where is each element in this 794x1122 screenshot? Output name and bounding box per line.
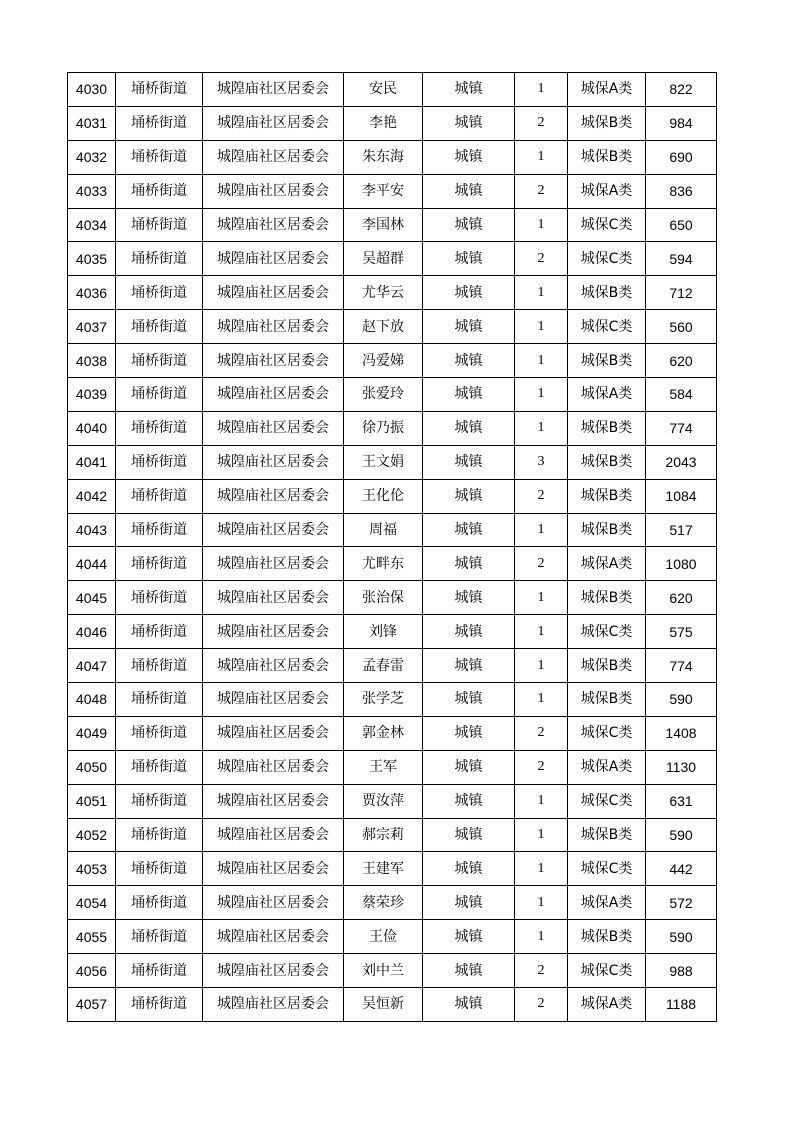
cell-category: 城保C类 bbox=[568, 954, 646, 988]
cell-name: 吴恒新 bbox=[344, 988, 423, 1022]
cell-area: 城镇 bbox=[423, 310, 515, 344]
cell-amount: 690 bbox=[646, 140, 717, 174]
cell-amount: 774 bbox=[646, 649, 717, 683]
cell-street: 埇桥街道 bbox=[116, 73, 203, 107]
cell-name: 尤畔东 bbox=[344, 547, 423, 581]
cell-area: 城镇 bbox=[423, 954, 515, 988]
cell-street: 埇桥街道 bbox=[116, 784, 203, 818]
cell-count: 1 bbox=[515, 852, 568, 886]
cell-id: 4040 bbox=[68, 411, 116, 445]
cell-category: 城保B类 bbox=[568, 344, 646, 378]
table-row bbox=[68, 886, 717, 920]
cell-street: 埇桥街道 bbox=[116, 242, 203, 276]
cell-area: 城镇 bbox=[423, 411, 515, 445]
cell-area: 城镇 bbox=[423, 886, 515, 920]
cell-id: 4049 bbox=[68, 716, 116, 750]
cell-area: 城镇 bbox=[423, 581, 515, 615]
cell-name: 冯爱娣 bbox=[344, 344, 423, 378]
cell-id: 4039 bbox=[68, 378, 116, 412]
cell-street: 埇桥街道 bbox=[116, 852, 203, 886]
cell-amount: 620 bbox=[646, 344, 717, 378]
cell-amount: 590 bbox=[646, 683, 717, 717]
cell-count: 1 bbox=[515, 784, 568, 818]
cell-area: 城镇 bbox=[423, 852, 515, 886]
cell-community: 城隍庙社区居委会 bbox=[203, 784, 344, 818]
cell-category: 城保C类 bbox=[568, 852, 646, 886]
cell-area: 城镇 bbox=[423, 106, 515, 140]
cell-community: 城隍庙社区居委会 bbox=[203, 920, 344, 954]
cell-street: 埇桥街道 bbox=[116, 310, 203, 344]
cell-id: 4036 bbox=[68, 276, 116, 310]
cell-category: 城保B类 bbox=[568, 276, 646, 310]
cell-area: 城镇 bbox=[423, 818, 515, 852]
cell-amount: 594 bbox=[646, 242, 717, 276]
table-row bbox=[68, 547, 717, 581]
cell-name: 尤华云 bbox=[344, 276, 423, 310]
cell-area: 城镇 bbox=[423, 615, 515, 649]
cell-category: 城保C类 bbox=[568, 615, 646, 649]
cell-area: 城镇 bbox=[423, 513, 515, 547]
cell-count: 1 bbox=[515, 310, 568, 344]
cell-community: 城隍庙社区居委会 bbox=[203, 852, 344, 886]
cell-community: 城隍庙社区居委会 bbox=[203, 344, 344, 378]
cell-category: 城保A类 bbox=[568, 988, 646, 1022]
cell-amount: 650 bbox=[646, 208, 717, 242]
cell-amount: 572 bbox=[646, 886, 717, 920]
cell-community: 城隍庙社区居委会 bbox=[203, 615, 344, 649]
cell-community: 城隍庙社区居委会 bbox=[203, 378, 344, 412]
cell-community: 城隍庙社区居委会 bbox=[203, 683, 344, 717]
cell-id: 4056 bbox=[68, 954, 116, 988]
cell-count: 1 bbox=[515, 276, 568, 310]
cell-category: 城保C类 bbox=[568, 208, 646, 242]
cell-name: 贾汝萍 bbox=[344, 784, 423, 818]
table-row bbox=[68, 479, 717, 513]
cell-count: 1 bbox=[515, 581, 568, 615]
cell-id: 4043 bbox=[68, 513, 116, 547]
table-row bbox=[68, 208, 717, 242]
table-row bbox=[68, 784, 717, 818]
cell-category: 城保B类 bbox=[568, 479, 646, 513]
cell-count: 1 bbox=[515, 818, 568, 852]
table-row bbox=[68, 615, 717, 649]
table-row bbox=[68, 310, 717, 344]
cell-street: 埇桥街道 bbox=[116, 445, 203, 479]
cell-amount: 2043 bbox=[646, 445, 717, 479]
table-row bbox=[68, 649, 717, 683]
cell-category: 城保A类 bbox=[568, 750, 646, 784]
cell-category: 城保B类 bbox=[568, 140, 646, 174]
cell-street: 埇桥街道 bbox=[116, 615, 203, 649]
cell-name: 王文娟 bbox=[344, 445, 423, 479]
cell-count: 2 bbox=[515, 242, 568, 276]
table-row bbox=[68, 750, 717, 784]
cell-street: 埇桥街道 bbox=[116, 411, 203, 445]
cell-category: 城保B类 bbox=[568, 106, 646, 140]
cell-id: 4057 bbox=[68, 988, 116, 1022]
cell-name: 王化伦 bbox=[344, 479, 423, 513]
cell-id: 4046 bbox=[68, 615, 116, 649]
cell-community: 城隍庙社区居委会 bbox=[203, 954, 344, 988]
cell-category: 城保A类 bbox=[568, 547, 646, 581]
cell-name: 周福 bbox=[344, 513, 423, 547]
cell-street: 埇桥街道 bbox=[116, 954, 203, 988]
cell-id: 4038 bbox=[68, 344, 116, 378]
cell-area: 城镇 bbox=[423, 208, 515, 242]
cell-id: 4041 bbox=[68, 445, 116, 479]
cell-count: 2 bbox=[515, 750, 568, 784]
cell-id: 4047 bbox=[68, 649, 116, 683]
cell-name: 刘锋 bbox=[344, 615, 423, 649]
cell-street: 埇桥街道 bbox=[116, 716, 203, 750]
cell-name: 郭金林 bbox=[344, 716, 423, 750]
table-row bbox=[68, 954, 717, 988]
table-row bbox=[68, 73, 717, 107]
cell-name: 赵下放 bbox=[344, 310, 423, 344]
cell-area: 城镇 bbox=[423, 344, 515, 378]
cell-community: 城隍庙社区居委会 bbox=[203, 73, 344, 107]
cell-amount: 774 bbox=[646, 411, 717, 445]
cell-street: 埇桥街道 bbox=[116, 886, 203, 920]
cell-area: 城镇 bbox=[423, 174, 515, 208]
cell-amount: 1130 bbox=[646, 750, 717, 784]
cell-amount: 620 bbox=[646, 581, 717, 615]
cell-area: 城镇 bbox=[423, 140, 515, 174]
cell-id: 4052 bbox=[68, 818, 116, 852]
cell-name: 孟春雷 bbox=[344, 649, 423, 683]
table-row bbox=[68, 344, 717, 378]
cell-count: 1 bbox=[515, 649, 568, 683]
cell-count: 2 bbox=[515, 547, 568, 581]
cell-community: 城隍庙社区居委会 bbox=[203, 716, 344, 750]
cell-community: 城隍庙社区居委会 bbox=[203, 140, 344, 174]
cell-street: 埇桥街道 bbox=[116, 988, 203, 1022]
cell-community: 城隍庙社区居委会 bbox=[203, 242, 344, 276]
cell-amount: 712 bbox=[646, 276, 717, 310]
cell-community: 城隍庙社区居委会 bbox=[203, 174, 344, 208]
cell-name: 张学芝 bbox=[344, 683, 423, 717]
cell-category: 城保A类 bbox=[568, 73, 646, 107]
cell-name: 郝宗莉 bbox=[344, 818, 423, 852]
roster-body bbox=[68, 73, 717, 1022]
table-row bbox=[68, 513, 717, 547]
cell-name: 王建军 bbox=[344, 852, 423, 886]
cell-id: 4034 bbox=[68, 208, 116, 242]
cell-count: 1 bbox=[515, 208, 568, 242]
cell-category: 城保C类 bbox=[568, 716, 646, 750]
cell-category: 城保B类 bbox=[568, 411, 646, 445]
table-row bbox=[68, 411, 717, 445]
cell-amount: 1408 bbox=[646, 716, 717, 750]
table-row bbox=[68, 445, 717, 479]
cell-id: 4035 bbox=[68, 242, 116, 276]
cell-count: 1 bbox=[515, 683, 568, 717]
cell-category: 城保C类 bbox=[568, 784, 646, 818]
cell-category: 城保B类 bbox=[568, 445, 646, 479]
cell-id: 4033 bbox=[68, 174, 116, 208]
table-row bbox=[68, 276, 717, 310]
cell-count: 1 bbox=[515, 920, 568, 954]
cell-count: 1 bbox=[515, 411, 568, 445]
cell-amount: 1080 bbox=[646, 547, 717, 581]
cell-name: 李国林 bbox=[344, 208, 423, 242]
cell-street: 埇桥街道 bbox=[116, 513, 203, 547]
cell-id: 4055 bbox=[68, 920, 116, 954]
table-row bbox=[68, 716, 717, 750]
cell-amount: 822 bbox=[646, 73, 717, 107]
cell-amount: 517 bbox=[646, 513, 717, 547]
cell-area: 城镇 bbox=[423, 920, 515, 954]
cell-amount: 442 bbox=[646, 852, 717, 886]
cell-area: 城镇 bbox=[423, 479, 515, 513]
cell-name: 张治保 bbox=[344, 581, 423, 615]
cell-street: 埇桥街道 bbox=[116, 378, 203, 412]
cell-name: 王军 bbox=[344, 750, 423, 784]
cell-id: 4031 bbox=[68, 106, 116, 140]
cell-name: 朱东海 bbox=[344, 140, 423, 174]
cell-category: 城保C类 bbox=[568, 242, 646, 276]
cell-street: 埇桥街道 bbox=[116, 581, 203, 615]
cell-amount: 590 bbox=[646, 818, 717, 852]
cell-id: 4045 bbox=[68, 581, 116, 615]
cell-count: 1 bbox=[515, 615, 568, 649]
cell-amount: 988 bbox=[646, 954, 717, 988]
cell-community: 城隍庙社区居委会 bbox=[203, 750, 344, 784]
cell-area: 城镇 bbox=[423, 445, 515, 479]
cell-category: 城保B类 bbox=[568, 920, 646, 954]
cell-community: 城隍庙社区居委会 bbox=[203, 106, 344, 140]
cell-count: 1 bbox=[515, 344, 568, 378]
cell-category: 城保A类 bbox=[568, 378, 646, 412]
cell-community: 城隍庙社区居委会 bbox=[203, 445, 344, 479]
cell-community: 城隍庙社区居委会 bbox=[203, 208, 344, 242]
cell-count: 2 bbox=[515, 106, 568, 140]
cell-name: 安民 bbox=[344, 73, 423, 107]
table-row bbox=[68, 106, 717, 140]
cell-name: 李艳 bbox=[344, 106, 423, 140]
cell-community: 城隍庙社区居委会 bbox=[203, 411, 344, 445]
table-row bbox=[68, 920, 717, 954]
cell-count: 2 bbox=[515, 174, 568, 208]
cell-id: 4037 bbox=[68, 310, 116, 344]
table-row bbox=[68, 852, 717, 886]
cell-count: 2 bbox=[515, 954, 568, 988]
cell-area: 城镇 bbox=[423, 750, 515, 784]
cell-id: 4032 bbox=[68, 140, 116, 174]
cell-area: 城镇 bbox=[423, 73, 515, 107]
cell-count: 2 bbox=[515, 716, 568, 750]
cell-amount: 631 bbox=[646, 784, 717, 818]
cell-count: 1 bbox=[515, 513, 568, 547]
cell-street: 埇桥街道 bbox=[116, 140, 203, 174]
cell-count: 2 bbox=[515, 479, 568, 513]
cell-category: 城保B类 bbox=[568, 818, 646, 852]
cell-category: 城保A类 bbox=[568, 886, 646, 920]
cell-count: 1 bbox=[515, 378, 568, 412]
cell-street: 埇桥街道 bbox=[116, 547, 203, 581]
cell-community: 城隍庙社区居委会 bbox=[203, 310, 344, 344]
cell-community: 城隍庙社区居委会 bbox=[203, 276, 344, 310]
cell-amount: 584 bbox=[646, 378, 717, 412]
table-row bbox=[68, 818, 717, 852]
cell-street: 埇桥街道 bbox=[116, 683, 203, 717]
cell-count: 1 bbox=[515, 886, 568, 920]
table-row bbox=[68, 581, 717, 615]
cell-id: 4048 bbox=[68, 683, 116, 717]
cell-area: 城镇 bbox=[423, 649, 515, 683]
cell-id: 4053 bbox=[68, 852, 116, 886]
table-row bbox=[68, 378, 717, 412]
cell-street: 埇桥街道 bbox=[116, 174, 203, 208]
table-row bbox=[68, 242, 717, 276]
cell-area: 城镇 bbox=[423, 242, 515, 276]
cell-id: 4054 bbox=[68, 886, 116, 920]
cell-amount: 575 bbox=[646, 615, 717, 649]
cell-area: 城镇 bbox=[423, 784, 515, 818]
cell-street: 埇桥街道 bbox=[116, 750, 203, 784]
cell-id: 4050 bbox=[68, 750, 116, 784]
cell-area: 城镇 bbox=[423, 547, 515, 581]
cell-name: 李平安 bbox=[344, 174, 423, 208]
cell-category: 城保C类 bbox=[568, 310, 646, 344]
cell-area: 城镇 bbox=[423, 988, 515, 1022]
cell-community: 城隍庙社区居委会 bbox=[203, 581, 344, 615]
cell-amount: 836 bbox=[646, 174, 717, 208]
cell-community: 城隍庙社区居委会 bbox=[203, 988, 344, 1022]
cell-category: 城保A类 bbox=[568, 174, 646, 208]
cell-id: 4044 bbox=[68, 547, 116, 581]
cell-name: 张爱玲 bbox=[344, 378, 423, 412]
cell-street: 埇桥街道 bbox=[116, 479, 203, 513]
cell-count: 2 bbox=[515, 988, 568, 1022]
cell-amount: 590 bbox=[646, 920, 717, 954]
roster-table bbox=[67, 72, 717, 1022]
cell-name: 王俭 bbox=[344, 920, 423, 954]
cell-street: 埇桥街道 bbox=[116, 208, 203, 242]
cell-area: 城镇 bbox=[423, 378, 515, 412]
cell-community: 城隍庙社区居委会 bbox=[203, 886, 344, 920]
cell-name: 徐乃振 bbox=[344, 411, 423, 445]
cell-count: 1 bbox=[515, 140, 568, 174]
cell-street: 埇桥街道 bbox=[116, 649, 203, 683]
table-row bbox=[68, 174, 717, 208]
cell-community: 城隍庙社区居委会 bbox=[203, 479, 344, 513]
cell-community: 城隍庙社区居委会 bbox=[203, 818, 344, 852]
cell-name: 蔡荣珍 bbox=[344, 886, 423, 920]
cell-amount: 560 bbox=[646, 310, 717, 344]
cell-category: 城保B类 bbox=[568, 513, 646, 547]
cell-id: 4051 bbox=[68, 784, 116, 818]
cell-name: 刘中兰 bbox=[344, 954, 423, 988]
cell-street: 埇桥街道 bbox=[116, 344, 203, 378]
cell-category: 城保B类 bbox=[568, 581, 646, 615]
cell-category: 城保B类 bbox=[568, 683, 646, 717]
cell-community: 城隍庙社区居委会 bbox=[203, 649, 344, 683]
cell-area: 城镇 bbox=[423, 716, 515, 750]
table-row bbox=[68, 140, 717, 174]
cell-street: 埇桥街道 bbox=[116, 276, 203, 310]
cell-community: 城隍庙社区居委会 bbox=[203, 513, 344, 547]
cell-amount: 1188 bbox=[646, 988, 717, 1022]
cell-area: 城镇 bbox=[423, 276, 515, 310]
cell-id: 4030 bbox=[68, 73, 116, 107]
cell-category: 城保B类 bbox=[568, 649, 646, 683]
cell-community: 城隍庙社区居委会 bbox=[203, 547, 344, 581]
cell-amount: 1084 bbox=[646, 479, 717, 513]
cell-id: 4042 bbox=[68, 479, 116, 513]
cell-area: 城镇 bbox=[423, 683, 515, 717]
cell-street: 埇桥街道 bbox=[116, 106, 203, 140]
cell-street: 埇桥街道 bbox=[116, 818, 203, 852]
cell-count: 3 bbox=[515, 445, 568, 479]
cell-count: 1 bbox=[515, 73, 568, 107]
cell-street: 埇桥街道 bbox=[116, 920, 203, 954]
cell-name: 吴超群 bbox=[344, 242, 423, 276]
table-row bbox=[68, 683, 717, 717]
table-row bbox=[68, 988, 717, 1022]
cell-amount: 984 bbox=[646, 106, 717, 140]
